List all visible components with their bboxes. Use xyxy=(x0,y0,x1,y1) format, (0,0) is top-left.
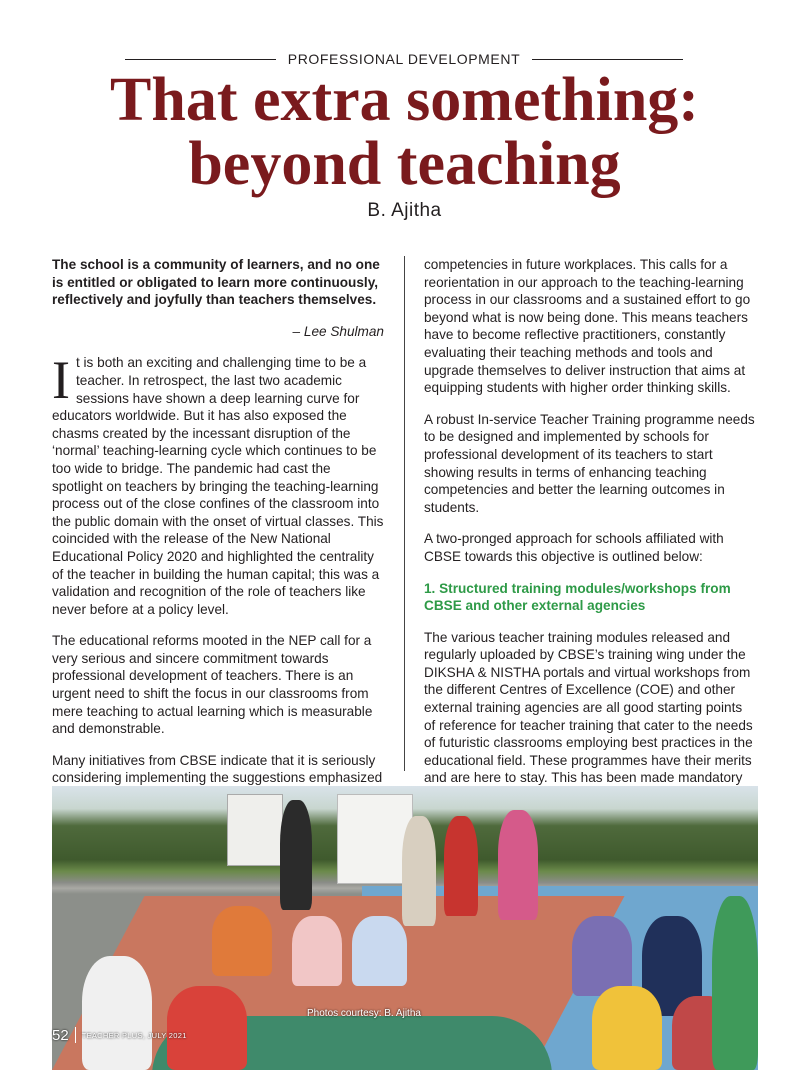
seated-participant xyxy=(572,916,632,996)
paragraph-nep-reforms: The educational reforms mooted in the NEP call for a very serious and sincere commitment towards professional development of teachers. There is an urgent need to shift the focus in our classrooms from mere teaching to actual learning which is measurable and demonstrable. xyxy=(52,633,373,737)
left-column xyxy=(52,256,384,854)
subheading-structured-training: 1. Structured training modules/workshops from CBSE and other external agencies xyxy=(424,580,731,614)
folio-separator xyxy=(75,1027,76,1043)
magazine-issue: TEACHER PLUS, JULY 2021 xyxy=(81,1030,187,1040)
seated-participant xyxy=(712,896,758,1070)
paragraph-cbse-initiatives: Many initiatives from CBSE indicate that it is seriously considering implementing the suggestions emphasized xyxy=(52,752,383,786)
photo-credit: Photos courtesy: B. Ajitha xyxy=(307,1008,421,1019)
column-divider xyxy=(404,256,405,771)
title-line-2: beyond teaching xyxy=(188,130,621,198)
seated-participant xyxy=(212,906,272,976)
paragraph-inservice-training: A robust In-service Teacher Training programme needs to be designed and implemented by schools for professional development of its teachers to start showing results in terms of enhancing teaching competencies and better the learning outcomes in students. xyxy=(424,411,755,515)
page-number: 52 xyxy=(52,1026,69,1044)
paragraph-training-modules: The various teacher training modules released and regularly uploaded by CBSE’s training wing under the DIKSHA & NISTHA portals and virtual workshops from the different Centres of Excellence (COE) and other external training agencies are all good starting points of reference for teacher training that cater to the needs of futuristic classrooms employing best practices in the educational field. These programmes have their merits and are here to stay. This has been made mandatory xyxy=(424,629,753,786)
epigraph-quote: The school is a community of learners, and no one is entitled or obligated to learn more continuously, reflectively and joyfully than teachers themselves. xyxy=(52,257,380,308)
rule-right xyxy=(532,59,683,60)
standing-participant xyxy=(444,816,478,916)
paragraph-intro-text: t is both an exciting and challenging time to be a teacher. In retrospect, the last two academic sessions have shown a deep learning curve for educators worldwide. But it has also exposed the chasms created by the incessant disruption of the ‘normal’ teaching-learning cycle which continues to be too wide to bridge. The pandemic had cast the spotlight on teachers by bringing the teaching-learning process out of the close confines of the classroom into the public domain with the onset of virtual classes. This coincided with the release of the New National Educational Policy 2020 and highlighted the centrality of the teacher in building the human capital; this was a validation and recognition of the role of teachers like never before at a policy level. xyxy=(52,355,384,617)
epigraph-attribution: – Lee Shulman xyxy=(292,323,384,339)
standing-participant xyxy=(498,810,538,920)
right-column xyxy=(424,256,756,854)
paragraph-two-pronged: A two-pronged approach for schools affiliated with CBSE towards this objective is outlined below: xyxy=(424,531,724,564)
title-line-1: That extra something: xyxy=(110,66,699,134)
seated-participant xyxy=(82,956,152,1070)
standing-teacher xyxy=(280,800,312,910)
seated-participant xyxy=(292,916,342,986)
paragraph-intro xyxy=(52,350,384,618)
paragraph-competencies: competencies in future workplaces. This calls for a reorientation in our approach to the teaching-learning process in our classrooms and a sustained effort to go beyond what is now being done. This means teachers have to become reflective practitioners, constantly evaluating their teaching methods and tools and upgrade themselves to deliver instruction that aims at equipping students with higher order thinking skills. xyxy=(424,257,751,396)
page-folio xyxy=(52,1025,187,1045)
basketball-backboard xyxy=(227,794,283,866)
drop-cap: I xyxy=(52,350,70,411)
author-byline: B. Ajitha xyxy=(367,200,442,221)
article-title xyxy=(0,68,809,196)
section-label: PROFESSIONAL DEVELOPMENT xyxy=(287,51,521,67)
rule-left xyxy=(125,59,276,60)
seated-participant xyxy=(352,916,407,986)
standing-participant xyxy=(402,816,436,926)
seated-participant xyxy=(592,986,662,1070)
